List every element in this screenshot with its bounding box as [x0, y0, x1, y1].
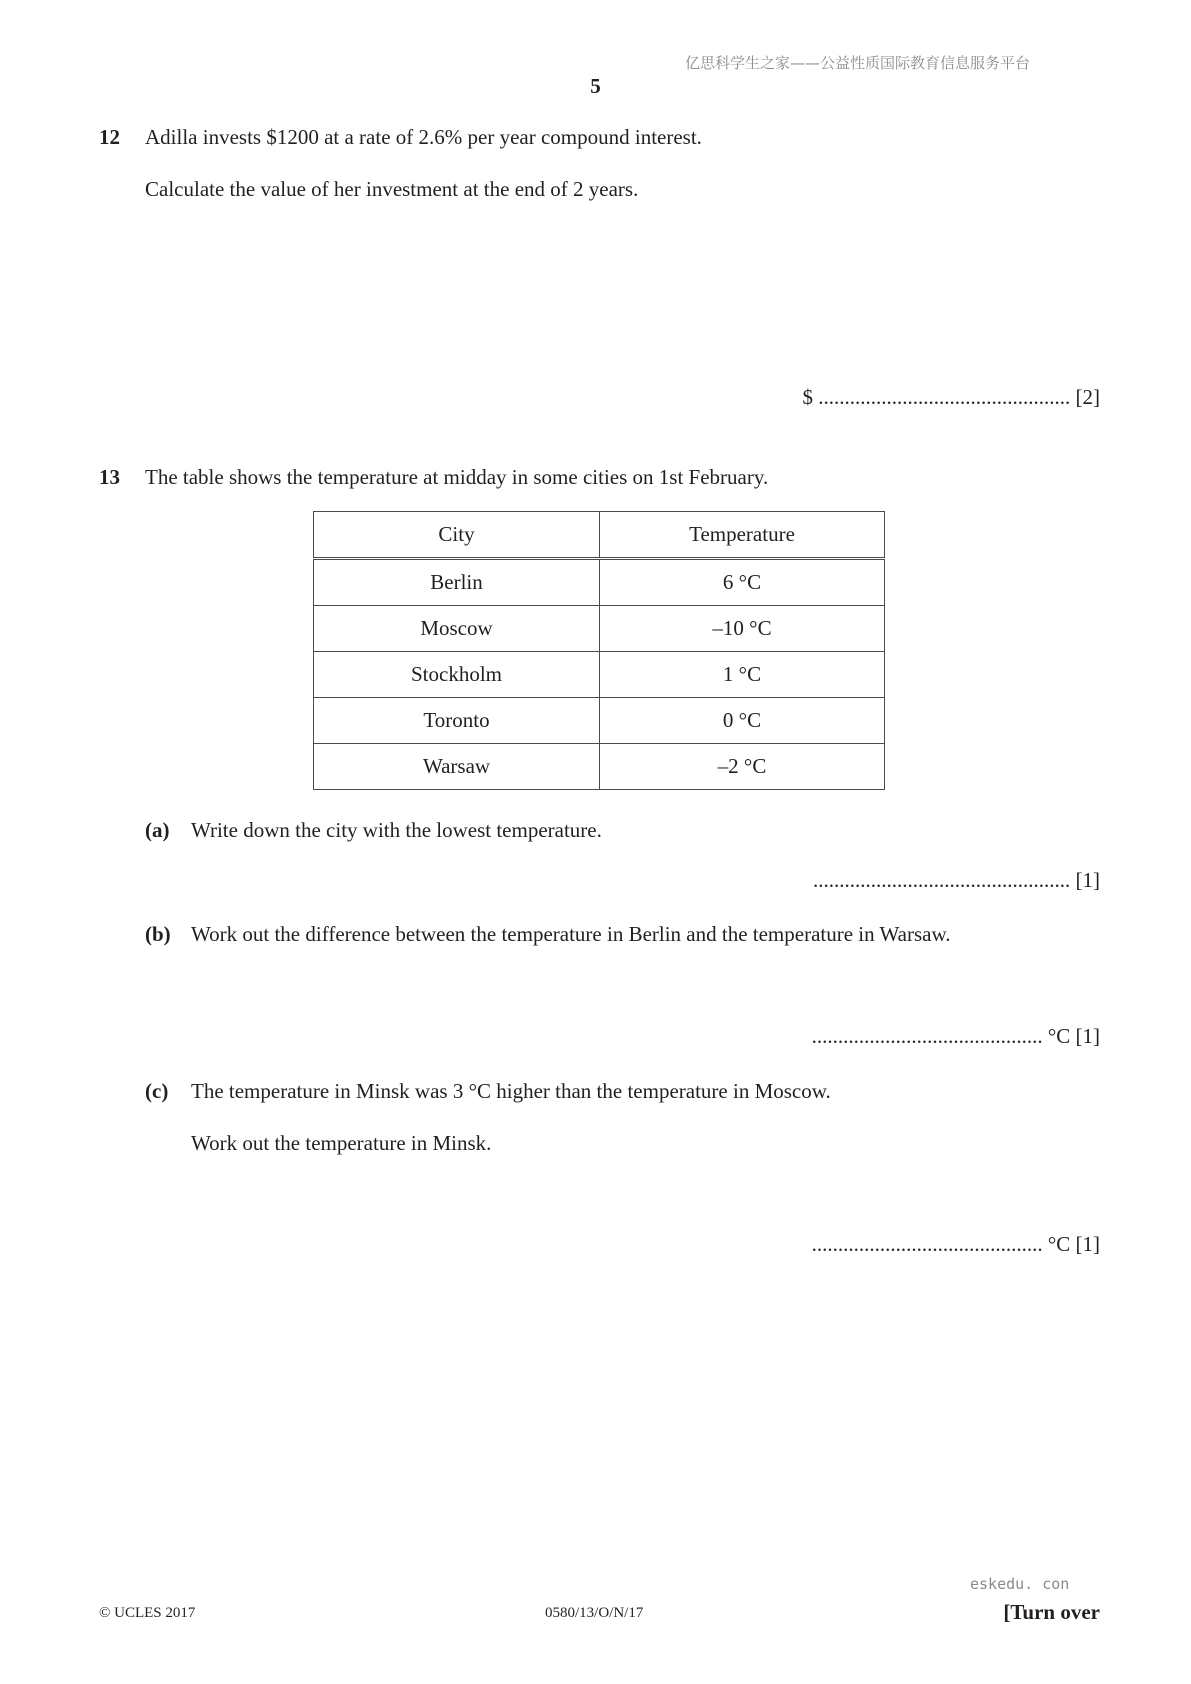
- paper-code: 0580/13/O/N/17: [545, 1605, 644, 1621]
- part-a-text: Write down the city with the lowest temperature.: [191, 818, 602, 842]
- question-12-number: 12: [99, 125, 120, 149]
- city-cell: Toronto: [314, 698, 600, 744]
- turn-over: [Turn over: [1003, 1600, 1100, 1624]
- table-row: [314, 744, 885, 790]
- page-number: 5: [590, 74, 601, 98]
- part-c-label: (c): [145, 1079, 169, 1103]
- question-12-answer-line[interactable]: $ ................................................ [2]: [802, 385, 1100, 409]
- column-header-city: City: [314, 512, 600, 559]
- table-header-row: [314, 512, 885, 559]
- part-a-label: (a): [145, 818, 170, 842]
- city-cell: Warsaw: [314, 744, 600, 790]
- part-c-text2: Work out the temperature in Minsk.: [191, 1131, 492, 1155]
- temperature-table: [313, 511, 885, 790]
- site-watermark: eskedu. con: [970, 1575, 1070, 1593]
- part-b-label: (b): [145, 922, 171, 946]
- city-cell: Moscow: [314, 606, 600, 652]
- part-b-answer-line[interactable]: ............................................ °C [1]: [811, 1024, 1100, 1048]
- copyright: © UCLES 2017: [99, 1605, 196, 1621]
- table-row: [314, 698, 885, 744]
- table-row: [314, 606, 885, 652]
- city-cell: Berlin: [314, 559, 600, 606]
- temperature-cell: –2 °C: [600, 744, 885, 790]
- table-row: [314, 559, 885, 606]
- temperature-cell: 1 °C: [600, 652, 885, 698]
- part-b-text: Work out the difference between the temperature in Berlin and the temperature in Warsaw.: [191, 922, 951, 946]
- question-13-number: 13: [99, 465, 120, 489]
- part-c-answer-line[interactable]: ............................................ °C [1]: [811, 1232, 1100, 1256]
- part-c-text1: The temperature in Minsk was 3 °C higher than the temperature in Moscow.: [191, 1079, 831, 1103]
- temperature-cell: –10 °C: [600, 606, 885, 652]
- table-row: [314, 652, 885, 698]
- part-a-answer-line[interactable]: ................................................. [1]: [813, 868, 1100, 892]
- city-cell: Stockholm: [314, 652, 600, 698]
- watermark-text: 亿思科学生之家——公益性质国际教育信息服务平台: [685, 54, 1031, 72]
- question-12-line2: Calculate the value of her investment at the end of 2 years.: [145, 177, 639, 201]
- question-13-intro: The table shows the temperature at midday in some cities on 1st February.: [145, 465, 769, 489]
- question-12-line1: Adilla invests $1200 at a rate of 2.6% per year compound interest.: [145, 125, 702, 149]
- column-header-temperature: Temperature: [600, 512, 885, 559]
- temperature-cell: 6 °C: [600, 559, 885, 606]
- temperature-cell: 0 °C: [600, 698, 885, 744]
